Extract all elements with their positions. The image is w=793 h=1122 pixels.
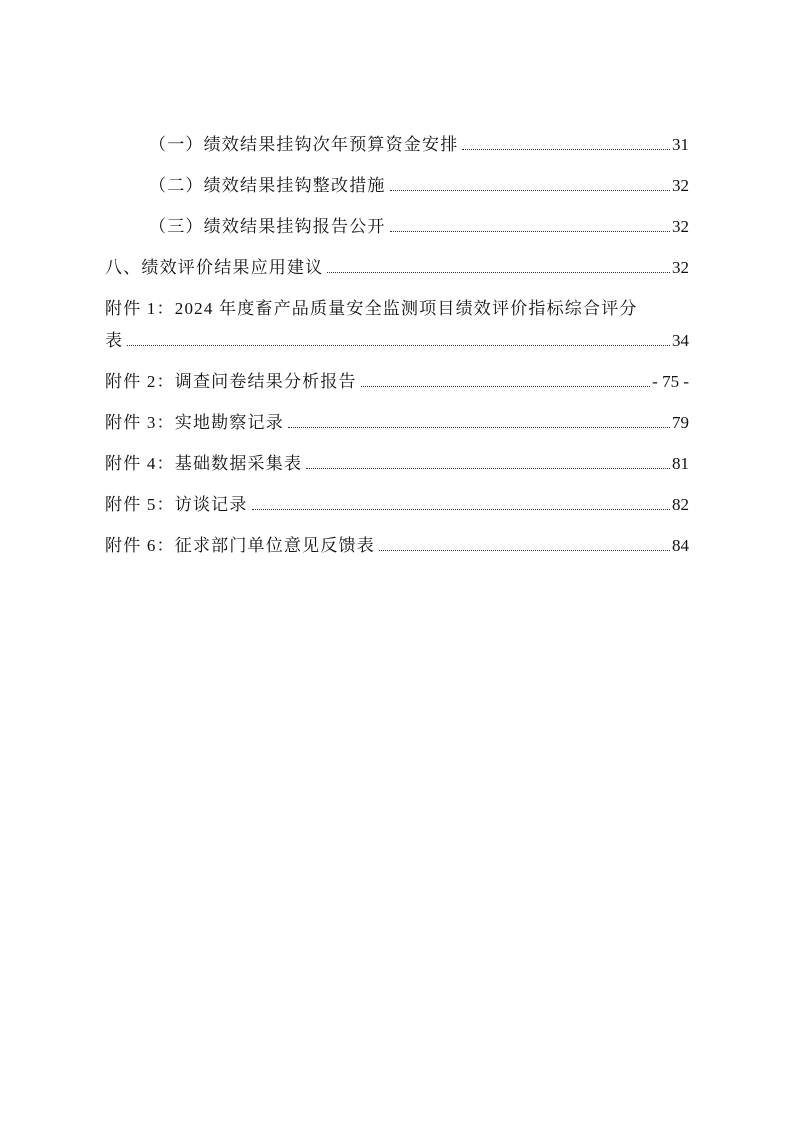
toc-entry[interactable] <box>105 454 689 474</box>
toc-entry-title: 附件 6：征求部门单位意见反馈表 <box>105 536 375 555</box>
toc-entry-page: 79 <box>672 413 689 432</box>
toc-entry-page: 32 <box>672 176 689 195</box>
toc-entry-title: 附件 1：2024 年度畜产品质量安全监测项目绩效评价指标综合评分 <box>105 299 638 318</box>
toc-entry-title-continued: 表 <box>105 331 124 350</box>
toc-entry[interactable] <box>105 299 689 351</box>
toc-entry-title: 附件 2：调查问卷结果分析报告 <box>105 372 357 391</box>
toc-entry-title: （一）绩效结果挂钩次年预算资金安排 <box>149 135 459 154</box>
toc-entry-page: 82 <box>672 495 689 514</box>
toc-entry-title: 附件 4：基础数据采集表 <box>105 454 303 473</box>
table-of-contents <box>105 135 689 577</box>
toc-entry-page: - 75 - <box>652 372 689 391</box>
toc-entry-continuation <box>105 331 689 351</box>
toc-dot-leader <box>252 508 670 510</box>
toc-dot-leader <box>327 271 670 273</box>
toc-entry-page: 34 <box>672 331 689 350</box>
toc-dot-leader <box>379 549 670 551</box>
toc-dot-leader <box>127 344 670 346</box>
toc-entry[interactable] <box>105 176 689 196</box>
toc-entry[interactable] <box>105 372 689 392</box>
toc-entry-page: 84 <box>672 536 689 555</box>
toc-entry-title: 八、绩效评价结果应用建议 <box>105 258 324 277</box>
toc-entry-page: 32 <box>672 258 689 277</box>
toc-dot-leader <box>288 426 670 428</box>
toc-dot-leader <box>390 189 670 191</box>
toc-entry-title: 附件 5：访谈记录 <box>105 495 248 514</box>
toc-entry-page: 31 <box>672 135 689 154</box>
toc-entry-title: （二）绩效结果挂钩整改措施 <box>149 176 386 195</box>
toc-entry[interactable] <box>105 413 689 433</box>
toc-entry[interactable] <box>105 536 689 556</box>
toc-entry[interactable] <box>105 495 689 515</box>
toc-dot-leader <box>462 148 670 150</box>
toc-dot-leader <box>306 467 670 469</box>
toc-entry-page: 81 <box>672 454 689 473</box>
toc-entry-page: 32 <box>672 217 689 236</box>
toc-dot-leader <box>390 230 670 232</box>
toc-entry-title: （三）绩效结果挂钩报告公开 <box>149 217 386 236</box>
toc-entry-title: 附件 3：实地勘察记录 <box>105 413 284 432</box>
toc-entry[interactable] <box>105 135 689 155</box>
toc-entry[interactable] <box>105 258 689 278</box>
toc-dot-leader <box>361 385 650 387</box>
toc-entry[interactable] <box>105 217 689 237</box>
